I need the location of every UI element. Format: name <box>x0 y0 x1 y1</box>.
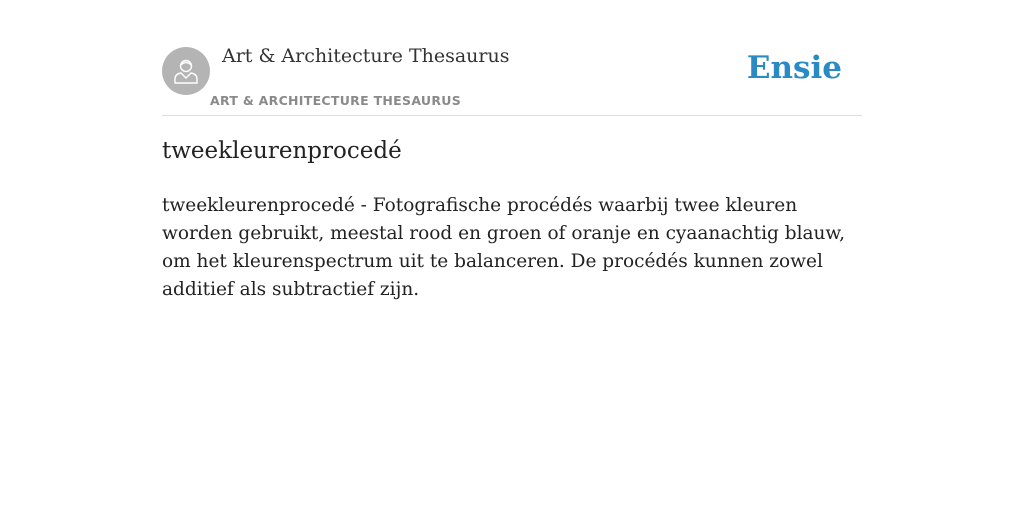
author-subtitle: ART & ARCHITECTURE THESAURUS <box>210 93 462 108</box>
header <box>162 0 862 116</box>
entry-definition: tweekleurenprocedé - Fotografische procédés waarbij twee kleuren worden gebruikt, meestal rood en groen of oranje en cyaanachtig blauw, om het kleurenspectrum uit te balanceren. De procédés kunnen zowel additief als subtractief zijn. <box>162 195 845 300</box>
brand-logo[interactable]: Ensie <box>746 50 842 86</box>
page-container <box>162 0 862 300</box>
author-name-link[interactable]: Art & Architecture Thesaurus <box>222 45 510 67</box>
entry-term: tweekleurenprocedé <box>162 138 402 164</box>
avatar[interactable] <box>162 47 210 95</box>
user-icon <box>171 56 201 86</box>
